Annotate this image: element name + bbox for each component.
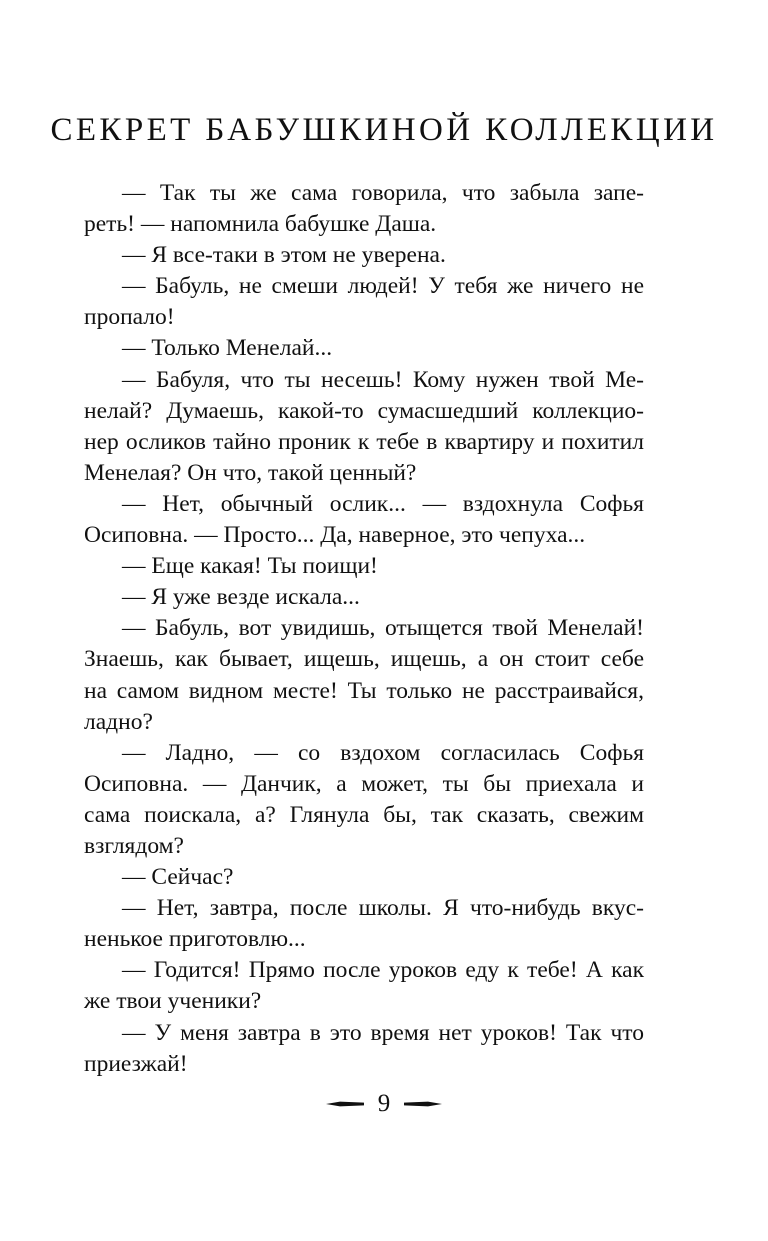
text-line: — У меня завтра в это время нет уроков! Так что: [122, 1019, 644, 1046]
text-line: — Я все-таки в этом не уверена.: [122, 242, 446, 269]
right-ornament-icon: [404, 1098, 442, 1110]
text-line: — Сейчас?: [122, 864, 234, 891]
running-title: СЕКРЕТ БАБУШКИНОЙ КОЛЛЕКЦИИ: [50, 112, 718, 148]
text-line: нер осликов тайно проник к тебе в квартиру и похитил: [84, 428, 644, 455]
text-line: пропало!: [84, 304, 175, 331]
text-line: взглядом?: [84, 832, 184, 859]
text-line: реть! — напомнила бабушке Даша.: [84, 211, 437, 238]
text-line: — Нет, завтра, после школы. Я что-нибудь вкус-: [122, 895, 644, 922]
text-line: Знаешь, как бывает, ищешь, ищешь, а он стоит себе: [84, 646, 644, 673]
text-line: нелай? Думаешь, какой-то сумасшедший коллекцио-: [84, 397, 644, 424]
text-line: — Бабуль, вот увидишь, отыщется твой Менелай!: [122, 615, 644, 642]
text-line: — Я уже везде искала...: [122, 584, 360, 611]
text-line: же твои ученики?: [84, 988, 262, 1015]
text-line: Осиповна. — Данчик, а может, ты бы приехала и: [84, 770, 644, 797]
text-line: — Бабуля, что ты несешь! Кому нужен твой Ме-: [122, 366, 644, 393]
text-line: — Бабуль, не смеши людей! У тебя же ничего не: [122, 273, 644, 300]
text-line: Менелая? Он что, такой ценный?: [84, 459, 417, 486]
text-line: на самом видном месте! Ты только не расстраивайся,: [84, 677, 644, 704]
text-line: приезжай!: [84, 1050, 188, 1077]
text-line: — Ладно, — со вздохом согласилась Софья: [122, 739, 644, 766]
text-line: — Нет, обычный ослик... — вздохнула Софья: [122, 490, 644, 517]
text-line: Осиповна. — Просто... Да, наверное, это чепуха...: [84, 522, 586, 549]
left-ornament-icon: [326, 1098, 364, 1110]
page-number: 9: [377, 1090, 391, 1117]
text-line: сама поискала, а? Глянула бы, так сказать, свежим: [84, 801, 644, 828]
text-line: — Только Менелай...: [122, 335, 333, 362]
text-line: — Годится! Прямо после уроков еду к тебе! А как: [122, 957, 644, 984]
text-line: — Так ты же сама говорила, что забыла запе-: [122, 180, 644, 206]
text-line: ненькое приготовлю...: [84, 926, 306, 953]
page-footer: [0, 1090, 768, 1118]
text-line: ладно?: [84, 708, 153, 735]
text-line: — Еще какая! Ты поищи!: [122, 553, 378, 580]
body-text: [84, 178, 644, 1080]
